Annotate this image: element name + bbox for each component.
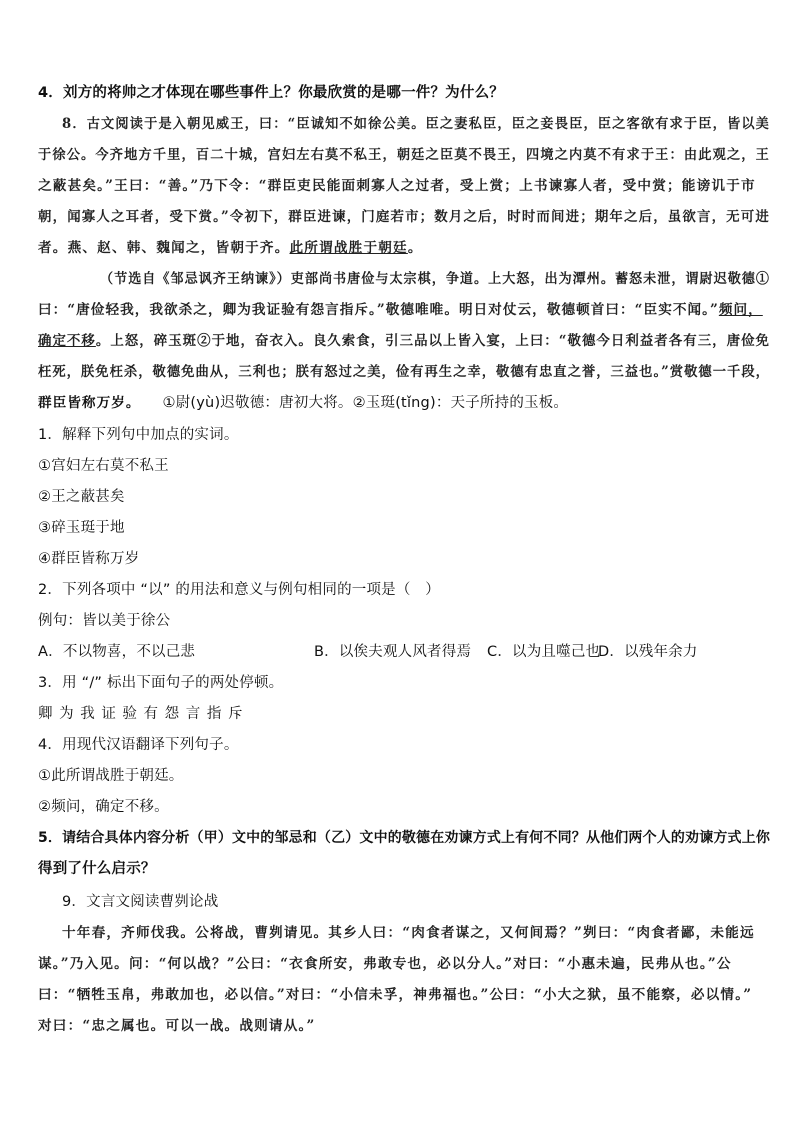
question-2-example: 例句：皆以美于徐公 — [38, 613, 171, 629]
passage-9-line-2: 谋。”乃入见。问：“何以战？”公曰：“衣食所安，弗敢专也，必以分人。”对曰：“小惠未遍，民弗从也。”公 — [38, 956, 732, 972]
passage-b-line-2 — [38, 300, 763, 320]
passage-b-line-4: 枉死，朕免枉杀，敬德免曲从，三利也；朕有怒过之美，俭有再生之幸，敬德有忠直之誉，三益也。”赏敬德一千段， — [38, 364, 770, 380]
passage-9-line-3: 曰：“牺牲玉帛，弗敢加也，必以信。”对曰：“小信未孚，神弗福也。”公曰：“小大之狱，虽不能察，必以情。” — [38, 987, 753, 1003]
question-4-item-b: ②频问，确定不移。 — [38, 799, 169, 815]
question-2-option-a: A．不以物喜，不以己悲 — [38, 644, 196, 660]
question-1-item-b: ②王之蔽甚矣 — [38, 489, 125, 505]
passage-9-line-4: 对曰：“忠之属也。可以一战。战则请从。” — [38, 1018, 316, 1034]
passage-8-line-2: 于徐公。今齐地方千里，百二十城，宫妇左右莫不私王，朝廷之臣莫不畏王，四境之内莫不有求于王：由此观之，王 — [38, 147, 771, 163]
question-5-line-2: 得到了什么启示？ — [38, 861, 156, 877]
question-2-option-c: C．以为且噬己也 — [487, 644, 601, 660]
period: 。 — [407, 240, 423, 256]
passage-b-line-5 — [38, 393, 568, 413]
passage-8-line-5 — [38, 238, 423, 258]
question-1-item-a: ①宫妇左右莫不私王 — [38, 458, 169, 474]
question-4-item-a: ①此所谓战胜于朝廷。 — [38, 768, 184, 784]
underlined-phrase-repeat-ask: 频问， — [718, 302, 763, 318]
passage-b-line-5-text: 群臣皆称万岁。 — [38, 395, 141, 411]
passage-9-line-1: 十年春，齐师伐我。公将战，曹刿请见。其乡人曰：“肉食者谋之，又何间焉？”刿曰：“肉食者鄙，未能远 — [62, 925, 755, 941]
question-1: 1．解释下列句中加点的实词。 — [38, 427, 239, 443]
question-3-sentence: 卿 为 我 证 验 有 怨 言 指 斥 — [38, 706, 244, 722]
passage-8-line-5-text: 者。燕、赵、韩、魏闻之，皆朝于齐。 — [38, 240, 290, 256]
footnote: ①尉(yù)迟敬德：唐初大将。②玉珽(tǐng)：天子所持的玉板。 — [162, 395, 569, 411]
passage-8-line-4: 朝，闻寡人之耳者，受下赏。”令初下，群臣进谏，门庭若市；数月之后，时时而间进；期年之后，虽欲言，无可进 — [38, 209, 770, 225]
question-1-item-c: ③碎玉珽于地 — [38, 520, 125, 536]
passage-b-line-2-text: 曰：“唐俭轻我，我欲杀之，卿为我证验有怨言指斥。”敬德唯唯。明日对仗云，敬德顿首曰：“臣实不闻。” — [38, 302, 719, 318]
question-4: 4．用现代汉语翻译下列句子。 — [38, 737, 239, 753]
passage-b-line-3-text: 。上怒，碎玉斑②于地，奋衣入。良久索食，引三品以上皆入宴，上曰：“敬德今日利益者各有三，唐俭免 — [95, 333, 771, 349]
passage-b-line-1: （节选自《邹忌讽齐王纳谏》）吏部尚书唐俭与太宗棋，争道。上大怒，出为潭州。蓄怒未泄，谓尉迟敬德① — [100, 271, 771, 287]
passage-8-line-3: 之蔽甚矣。”王曰：“善。”乃下令：“群臣吏民能面刺寡人之过者，受上赏；上书谏寡人者，受中赏；能谤讥于市 — [38, 178, 756, 194]
question-2: 2．下列各项中 “以” 的用法和意义与例句相同的一项是（ ） — [38, 582, 440, 598]
passage-8-line-1: 8．古文阅读于是入朝见威王，曰：“臣诚知不如徐公美。臣之妻私臣，臣之妾畏臣，臣之客欲有求于臣，皆以美 — [62, 116, 771, 132]
passage-b-line-3 — [38, 331, 770, 351]
question-4-top: 4．刘方的将帅之才体现在哪些事件上？你最欣赏的是哪一件？为什么？ — [38, 85, 504, 101]
question-1-item-d: ④群臣皆称万岁 — [38, 551, 140, 567]
question-2-option-d: D．以残年余力 — [598, 644, 698, 660]
underlined-phrase-firm: 确定不移 — [38, 333, 96, 349]
question-5-line-1: 5．请结合具体内容分析（甲）文中的邹忌和（乙）文中的敬德在劝谏方式上有何不同？从他们两个人的劝谏方式上你 — [38, 830, 771, 846]
question-3: 3．用 “/” 标出下面句子的两处停顿。 — [38, 675, 284, 691]
question-2-option-b: B．以俟夫观人风者得焉 — [314, 644, 472, 660]
underlined-phrase-victory: 此所谓战胜于朝廷 — [289, 240, 408, 256]
passage-9-title: 9．文言文阅读曹刿论战 — [62, 894, 219, 910]
